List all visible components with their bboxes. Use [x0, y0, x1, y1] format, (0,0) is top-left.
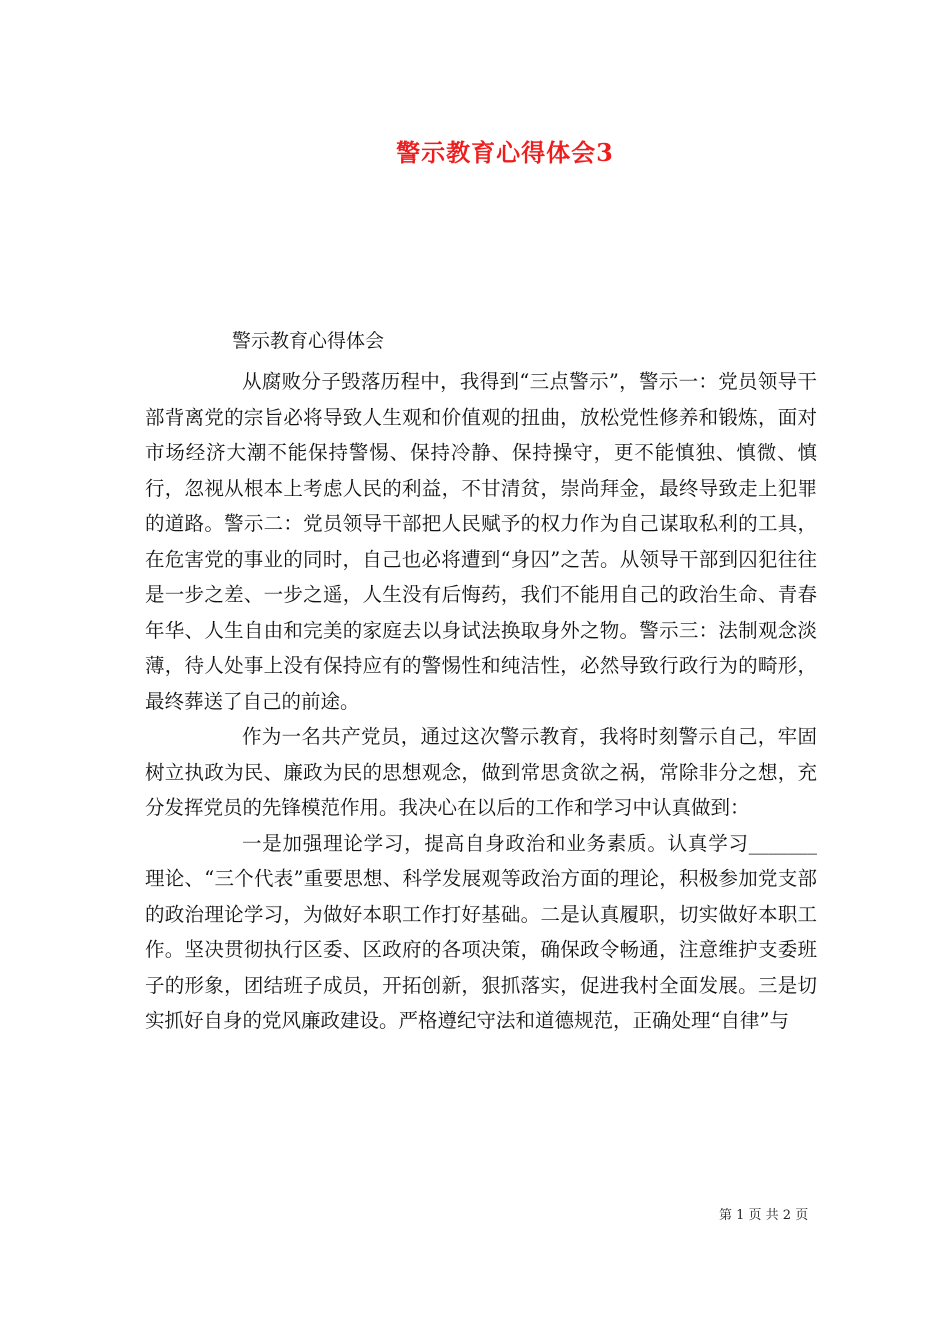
- paragraph-commitments: [145, 826, 817, 1039]
- paragraph-commitments-intro: 一是加强理论学习，提高自身政治和业务素质。认真学习: [242, 831, 749, 855]
- document-subheading: 警示教育心得体会: [232, 330, 385, 352]
- fill-in-blank: _______: [748, 831, 817, 855]
- paragraph-commitments-rest: 理论、“三个代表”重要思想、科学发展观等政治方面的理论，积极参加党支部的政治理论学习，为做好本职工作打好基础。二是认真履职，切实做好本职工作。坚决贯彻执行区委、区政府的各项决策，确保政令畅通，注意维护支委班子的形象，团结班子成员，开拓创新，狠抓落实，促进我村全面发展。三是切实抓好自身的党风廉政建设。严格遵纪守法和道德规范，正确处理“自律”与: [145, 867, 817, 1032]
- paragraph-warnings: 从腐败分子毁落历程中，我得到“三点警示”，警示一：党员领导干部背离党的宗旨必将导致人生观和价值观的扭曲，放松党性修养和锻炼，面对市场经济大潮不能保持警惕、保持冷静、保持操守，更不能慎独、慎微、慎行，忽视从根本上考虑人民的利益，不甘清贫，崇尚拜金，最终导致走上犯罪的道路。警示二：党员领导干部把人民赋予的权力作为自己谋取私利的工具，在危害党的事业的同时，自己也必将遭到“身囚”之苦。从领导干部到囚犯往往是一步之差、一步之遥，人生没有后悔药，我们不能用自己的政治生命、青春年华、人生自由和完美的家庭去以身试法换取身外之物。警示三：法制观念淡薄，待人处事上没有保持应有的警惕性和纯洁性，必然导致行政行为的畸形，最终葬送了自己的前途。: [145, 370, 817, 713]
- document-title: 警示教育心得体会3: [396, 138, 614, 167]
- document-body: [145, 364, 817, 1039]
- paragraph-resolution: 作为一名共产党员，通过这次警示教育，我将时刻警示自己，牢固树立执政为民、廉政为民的思想观念，做到常思贪欲之祸，常除非分之想，充分发挥党员的先锋模范作用。我决心在以后的工作和学习中认真做到：: [145, 725, 817, 819]
- page-number-footer: 第 1 页 共 2 页: [719, 1208, 809, 1223]
